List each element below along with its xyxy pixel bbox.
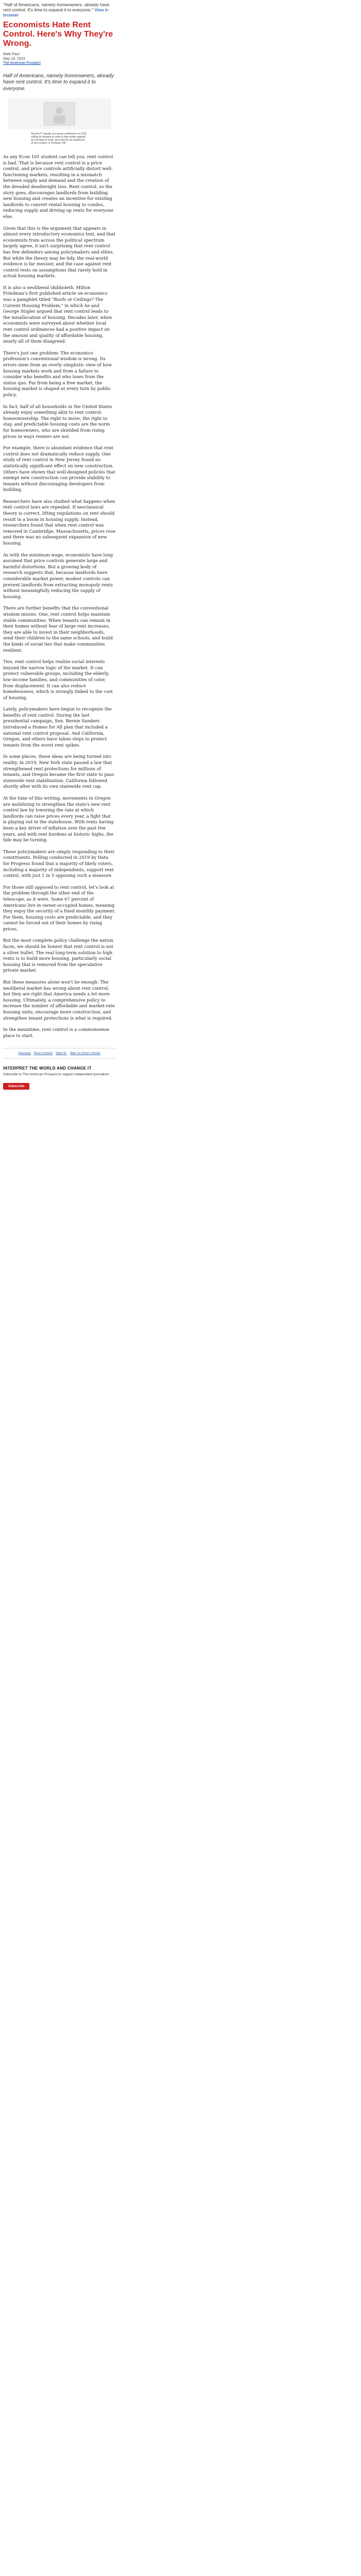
preheader-text: "Half of Americans, namely homeowners, already have rent control. It's time to expand it to everyone.": [3, 2, 110, 12]
tag-link[interactable]: Rent Control: [34, 1052, 53, 1056]
body-paragraph: As with the minimum wage, economists have long assumed that price controls generate large and harmful distortions. But a growing body of research suggests that, because landlords have considerable market power, modest controls can prevent landlords from extracting monopoly rents without meaningfully reducing the supply of housing.: [3, 552, 113, 599]
article-deck: Half of Americans, namely homeowners, already have rent control. It's time to expand it to everyone.: [3, 73, 114, 92]
article-title: Economists Hate Rent Control. Here's Why They're Wrong.: [3, 21, 113, 48]
publish-date: May 18, 2023: [3, 57, 25, 61]
body-paragraph: It is also a neoliberal shibboleth. Milton Friedman's first published article on economics was a pamphlet titled "Roofs or Ceilings? The Current Housing Problem," in which he and George Stigler argued that rent control leads to the misallocation of housing. Decades later, when economists were surveyed about whether local rent control ordinances had a positive impact on the amount and quality of affordable housing, nearly all of them disagreed.: [3, 284, 112, 344]
tag-link[interactable]: Wall St.: [55, 1052, 68, 1056]
article-container: [3, 19, 116, 1090]
tag-link[interactable]: Housing: [18, 1052, 31, 1056]
body-paragraph: For those still opposed to rent control, let's look at the problem through the other end of the telescope, as it were. Some 67 percent of Americans live in owner-occupied homes, meaning they enjoy the security of a fixed monthly payment. For them, housing costs are predictable, and they cannot be forced out of their homes by rising prices.: [3, 884, 116, 931]
byline: [3, 53, 116, 66]
promo-title: INTERPRET THE WORLD AND CHANGE IT: [3, 1066, 92, 1071]
publication-link[interactable]: The American Prospect: [3, 61, 41, 65]
promo-text: Subscribe to The American Prospect to support independent journalism.: [3, 1073, 110, 1077]
body-paragraph: For example, there is abundant evidence that rent control does not dramatically reduce supply. One study of rent control in New Jersey found no statistically significant effect on new construction. Others have shown that well-designed policies that exempt new construction can provide stability to tenants without discouraging developers from building.: [3, 445, 116, 493]
article-photo: [8, 98, 111, 129]
body-paragraph: At the time of this writing, movements in Oregon are mobilizing to strengthen the state's new rent control law by lowering the rate at which landlords can raise prices every year, a fight that is playing out in the statehouse. With rents having been a key driver of inflation over the past few years, and with rent burdens at historic highs, the tide may be turning.: [3, 795, 114, 843]
body-paragraph: But the most complete policy challenge the nation faces, we should be honest that rent control is not a silver bullet. The real long-term solution to high rents is to build more housing, particularly social housing that is removed from the speculative private market.: [3, 938, 113, 973]
article-body: [3, 154, 116, 1039]
body-paragraph: In some places, these ideas are being turned into reality. In 2019, New York state passed a law that strengthened rent protections for millions of tenants, and Oregon became the first state to pass statewide rent stabilization. California followed shortly after with its own statewide rent cap.: [3, 754, 114, 789]
photo-caption: Tenant PT speaks at a press conference on 2/26 calling for tenants to unite to take action against an increase in rents, and calls for an expansion of rent control, in Portland, OR.: [31, 132, 87, 145]
body-paragraph: In fact, half of all households in the United States already enjoy something akin to rent control: homeownership. The right to move, the right to stay, and predictable housing costs are the norm for homeowners, who are shielded from rising prices in ways renters are not.: [3, 403, 112, 439]
subscribe-button[interactable]: Subscribe: [3, 1083, 29, 1090]
body-paragraph: There's just one problem: The economics profession's conventional wisdom is wrong. Its errors stem from an overly simplistic view of how housing markets work and from a failure to consider who benefits and who loses from the status quo. Far from being a free market, the housing market is shaped at every turn by public policy.: [3, 350, 112, 397]
view-in-browser-link[interactable]: View in browser: [3, 7, 109, 18]
body-paragraph: Two, rent control helps realize social interests beyond the narrow logic of the market. It can protect vulnerable groups, including the elderly, low-income families, and communities of color, from displacement. It can also reduce homelessness, which is strongly linked to the cost of housing.: [3, 659, 113, 700]
body-paragraph: These policymakers are simply responding to their constituents. Polling conducted in 2019 by Data for Progress found that a majority of likely voters, including a majority of independents, support rent control, with just 1 in 5 opposing such a measure.: [3, 849, 114, 878]
body-paragraph: But these measures alone won't be enough. The neoliberal market has wrong about rent control, but they are right that America needs a lot more housing. Ultimately, a comprehensive policy to increase the number of affordable and market-rate housing units, encourage more construction, and strengthen tenant protections is what is required.: [3, 979, 115, 1021]
tag-link[interactable]: War on One's Home: [70, 1052, 101, 1056]
email-preheader: [3, 2, 111, 18]
body-paragraph: Researchers have also studied what happens when rent control laws are repealed. If neoclassical theory is correct, lifting regulations on rent should result in a boom in housing supply. Instead, researchers found that when rent control was removed in Cambridge, Massachusetts, prices rose and there was no subsequent expansion of new housing.: [3, 498, 116, 546]
body-paragraph: There are further benefits that the conventional wisdom misses. One, rent control helps maintain stable communities. When tenants can remain in their homes without fear of large rent increases, they are able to invest in their neighborhoods, send their children to the same schools, and build the kinds of social ties that make communities resilient.: [3, 605, 113, 653]
body-paragraph: Lately, policymakers have begun to recognize the benefits of rent control. During the last presidential campaign, Sen. Bernie Sanders introduced a Homes for All plan that included a national rent control proposal. And California, Oregon, and others have taken steps to protect tenants from the worst rent spikes.: [3, 706, 112, 748]
article-tags: [3, 1048, 116, 1059]
author-name: Mark Paul: [3, 53, 20, 56]
body-paragraph: Given that this is the argument that appears in almost every introductory economics text, and that economists from across the political spectrum largely agree, it isn't surprising that rent control has few defenders among policymakers and elites. But while the theory may be tidy, the real-world evidence is far messier, and the case against rent control rests on assumptions that rarely hold in actual housing markets.: [3, 225, 116, 279]
body-paragraph: In the meantime, rent control is a commonsense place to start.: [3, 1027, 109, 1038]
body-paragraph: As any Econ 101 student can tell you, rent control is bad. That is because rent control is a price control, and price controls artificially distort well-functioning markets, resulting in a mismatch between supply and demand and the creation of the dreaded deadweight loss. Rent control, so the story goes, discourages landlords from building new housing and creates an incentive for existing landlords to convert rental housing to condos, reducing supply and driving up rents for everyone else.: [3, 154, 113, 219]
